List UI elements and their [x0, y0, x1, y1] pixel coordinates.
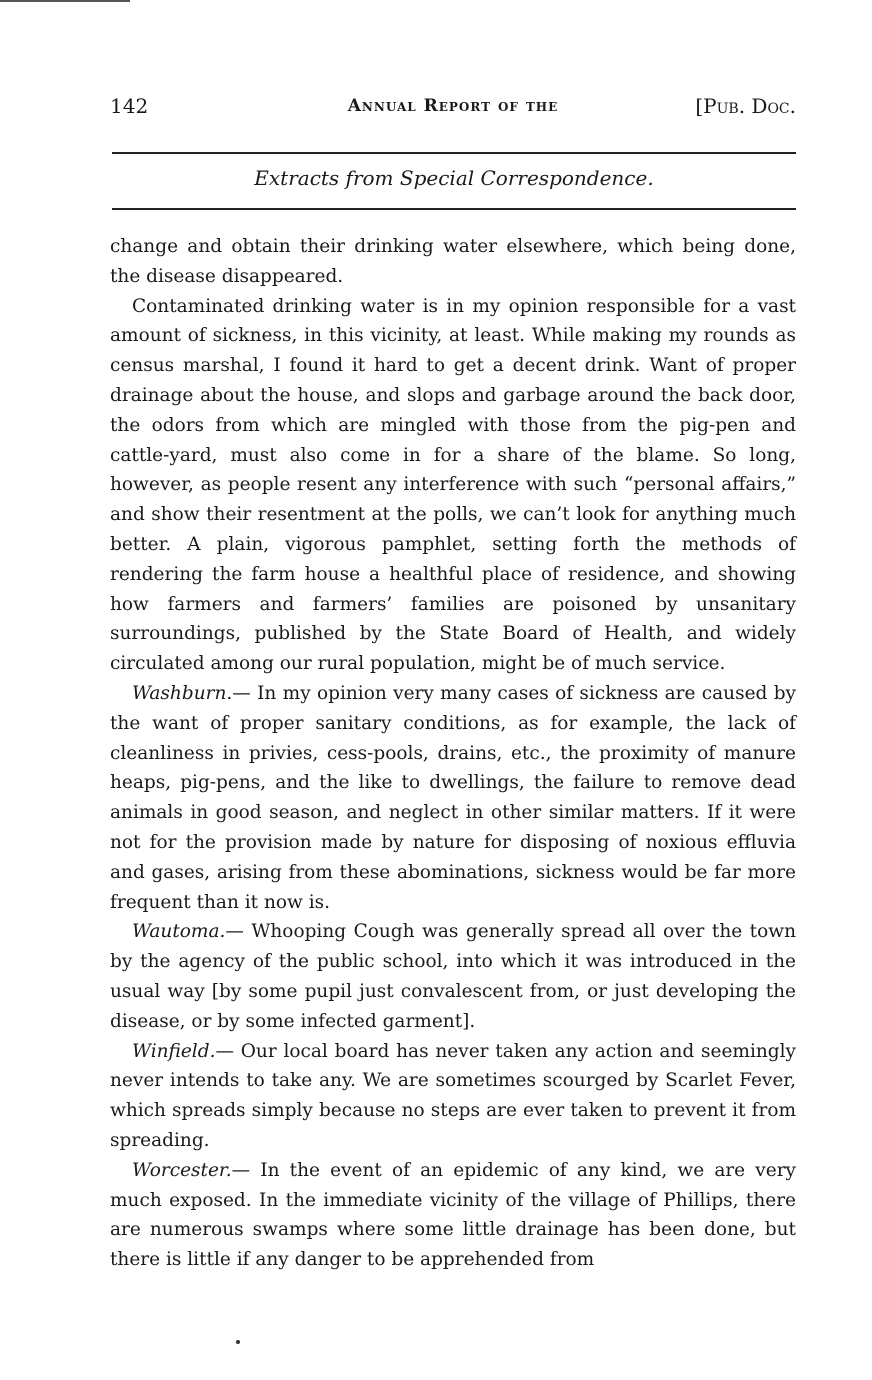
paragraph-worcester	[110, 1156, 796, 1275]
paragraph-worcester-text: — In the event of an epidemic of any kind, we are very much exposed. In the immediate vicinity of the village of Phillips, there are numerous swamps where some little drainage has been done, but there is little if any danger to be apprehended from	[110, 1159, 796, 1271]
place-name-washburn: Washburn.	[132, 682, 233, 704]
paragraph-washburn-text: — In my opinion very many cases of sickness are caused by the want of proper sanitary conditions, as for example, the lack of cleanliness in privies, cess-pools, drains, etc., the proximity of manure heaps, pig-pens, and the like to dwellings, the failure to remove dead animals in good season, and neglect in other similar matters. If it were not for the provision made by nature for disposing of noxious effluvia and gases, arising from these abominations, sickness would be far more frequent than it now is.	[110, 682, 796, 913]
place-name-worcester: Worcester.	[132, 1159, 232, 1181]
paragraph-wautoma-text: — Whooping Cough was generally spread all over the town by the agency of the public school, into which it was introduced in the usual way [by some pupil just convalescent from, or just developing the disease, or by some infected garment].	[110, 921, 796, 1032]
place-name-winfield: Winfield.	[132, 1040, 216, 1062]
paragraph-wautoma	[110, 917, 796, 1036]
paragraph-continuation: change and obtain their drinking water elsewhere, which being done, the disease disappeared.	[110, 236, 796, 287]
paragraph-contaminated-water: Contaminated drinking water is in my opinion responsible for a vast amount of sickness, in this vicinity, at least. While making my rounds as census marshal, I found it hard to get a decent drink. Want of proper drainage about the house, and slops and garbage around the back door, the odors from which are mingled with those from the pig-pen and cattle-yard, must also come in for a share of the blame. So long, however, as people resent any interference with such “personal affairs,” and show their resentment at the polls, we can’t look for anything much better. A plain, vigorous pamphlet, setting forth the methods of rendering the farm house a healthful place of residence, and showing how farmers and farmers’ families are poisoned by unsanitary surroundings, published by the State Board of Health, and widely circulated among our rural population, might be of much service.	[110, 295, 796, 675]
body-text	[110, 232, 796, 1275]
section-title: Extracts from Special Correspondence.	[254, 166, 654, 190]
report-title: Annual Report of the	[347, 96, 559, 116]
page-number: 142	[110, 94, 149, 118]
paragraph-washburn	[110, 679, 796, 917]
running-head	[110, 94, 796, 124]
page-top-edge	[0, 0, 130, 2]
header-rule-top	[112, 152, 796, 154]
paragraph-winfield-text: — Our local board has never taken any action and seemingly never intends to take any. We are sometimes scourged by Scarlet Fever, which spreads simply because no steps are ever taken to prevent it from spreading.	[110, 1040, 796, 1151]
paragraph-winfield	[110, 1037, 796, 1156]
place-name-wautoma: Wautoma.	[132, 921, 226, 943]
ink-speck	[236, 1340, 240, 1344]
document-tag: [Pub. Doc.	[695, 94, 796, 118]
header-rule-bottom	[112, 208, 796, 210]
